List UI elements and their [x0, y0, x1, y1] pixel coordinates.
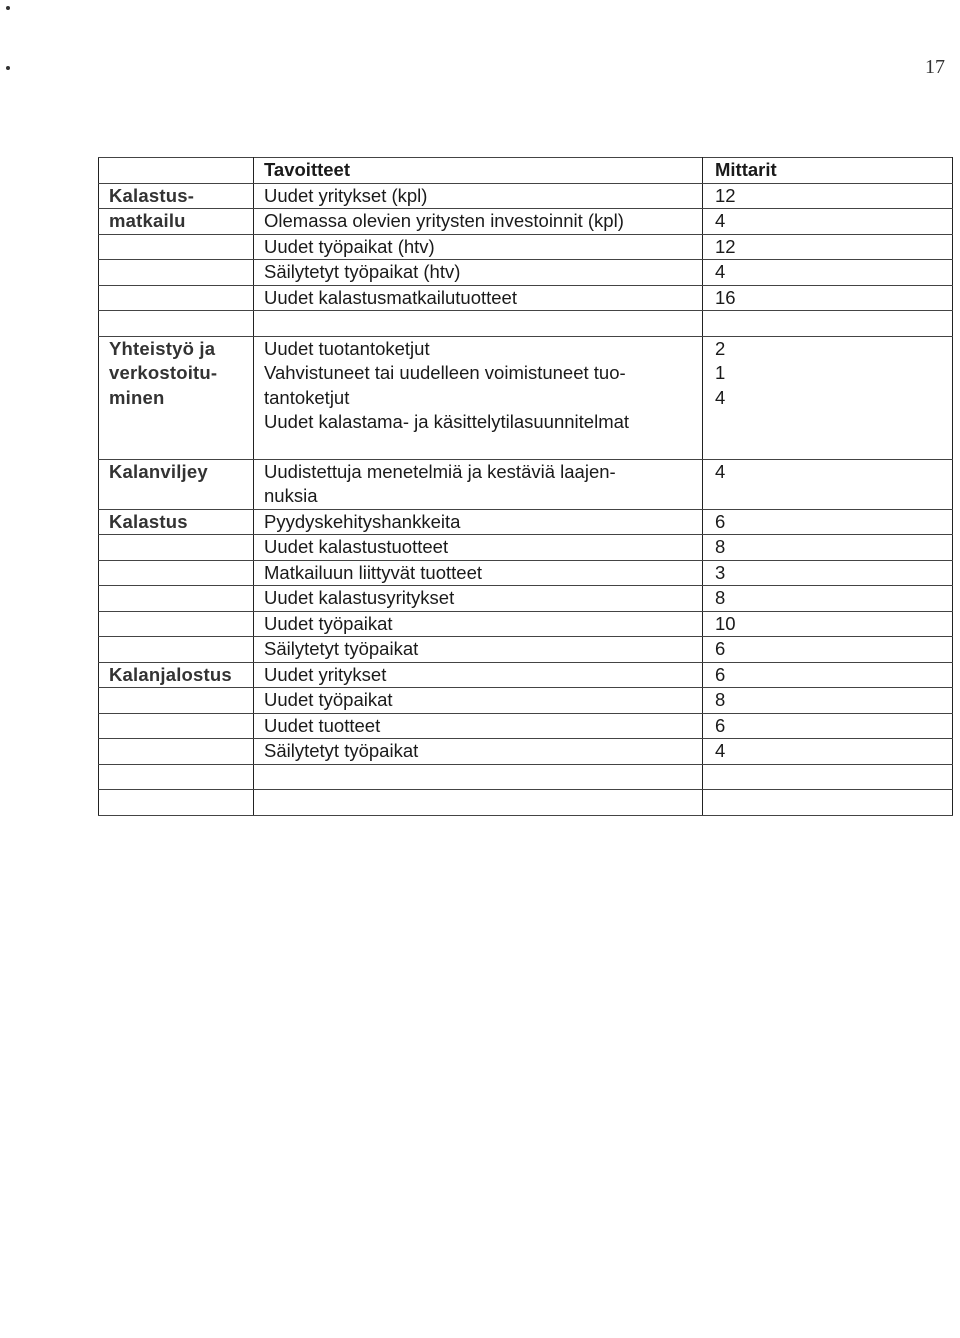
- metric-cell: 3: [703, 560, 953, 586]
- category-cell: [99, 713, 254, 739]
- metric-cell: 4: [703, 739, 953, 765]
- table-row: [99, 260, 953, 286]
- goal-cell: Uudet työpaikat (htv): [254, 234, 703, 260]
- metric-cell: 6: [703, 637, 953, 663]
- goals-table: [98, 157, 953, 816]
- goal-cell: Uudet kalastustuotteet: [254, 535, 703, 561]
- category-cell: Kalastus-: [99, 183, 254, 209]
- table-row: [99, 713, 953, 739]
- category-cell: [99, 688, 254, 714]
- goal-cell: Uudet yritykset: [254, 662, 703, 688]
- category-cell: [99, 637, 254, 663]
- table-row: [99, 336, 953, 459]
- table-row: [99, 509, 953, 535]
- goal-cell: Uudet tuotteet: [254, 713, 703, 739]
- metric-cell: 6: [703, 509, 953, 535]
- metric-cell: 4: [703, 209, 953, 235]
- category-cell: Kalanviljey: [99, 459, 254, 509]
- metric-cell: 8: [703, 688, 953, 714]
- goal-cell: Säilytetyt työpaikat (htv): [254, 260, 703, 286]
- metric-cell: 12: [703, 234, 953, 260]
- category-cell: matkailu: [99, 209, 254, 235]
- table-row-empty: [99, 311, 953, 337]
- goal-cell: Uudet kalastusyritykset: [254, 586, 703, 612]
- goal-cell: Matkailuun liittyvät tuotteet: [254, 560, 703, 586]
- table-header-row: [99, 158, 953, 184]
- table-row: [99, 637, 953, 663]
- goal-cell: Uudet kalastusmatkailutuotteet: [254, 285, 703, 311]
- header-goals: Tavoitteet: [254, 158, 703, 184]
- table-row-empty: [99, 764, 953, 790]
- goal-cell: Uudet yritykset (kpl): [254, 183, 703, 209]
- category-cell: [99, 739, 254, 765]
- goal-cell: Pyydyskehityshankkeita: [254, 509, 703, 535]
- scan-dot-left: [6, 66, 10, 70]
- goal-cell: Olemassa olevien yritysten investoinnit (kpl): [254, 209, 703, 235]
- table-row: [99, 535, 953, 561]
- category-cell: Kalastus: [99, 509, 254, 535]
- category-cell: Yhteistyö ja verkostoitu- minen: [99, 336, 254, 459]
- goal-cell: Säilytetyt työpaikat: [254, 637, 703, 663]
- table-row: [99, 739, 953, 765]
- table-row-empty: [99, 790, 953, 816]
- category-cell: [99, 535, 254, 561]
- metric-cell: 2 1 4: [703, 336, 953, 459]
- goal-cell: Uudet työpaikat: [254, 611, 703, 637]
- category-cell: [99, 285, 254, 311]
- metric-cell: 8: [703, 535, 953, 561]
- table-row: [99, 688, 953, 714]
- category-cell: [99, 260, 254, 286]
- goal-cell: Uudistettuja menetelmiä ja kestäviä laajen- nuksia: [254, 459, 703, 509]
- table-row: [99, 183, 953, 209]
- table-row: [99, 209, 953, 235]
- category-cell: [99, 611, 254, 637]
- goal-cell: Uudet tuotantoketjut Vahvistuneet tai uudelleen voimistuneet tuo- tantoketjut Uudet kalastama- ja käsittelytilasuunnitelmat: [254, 336, 703, 459]
- metric-cell: 4: [703, 459, 953, 509]
- header-category-cell: [99, 158, 254, 184]
- goal-cell: Uudet työpaikat: [254, 688, 703, 714]
- metric-cell: 4: [703, 260, 953, 286]
- table-row: [99, 586, 953, 612]
- category-cell: Kalanjalostus: [99, 662, 254, 688]
- table-row: [99, 459, 953, 509]
- table-row: [99, 611, 953, 637]
- metric-cell: 8: [703, 586, 953, 612]
- category-cell: [99, 234, 254, 260]
- table-row: [99, 285, 953, 311]
- metric-cell: 16: [703, 285, 953, 311]
- table-row: [99, 560, 953, 586]
- table-row: [99, 662, 953, 688]
- page-number: 17: [925, 56, 945, 78]
- metric-cell: 12: [703, 183, 953, 209]
- category-cell: [99, 560, 254, 586]
- metric-cell: 6: [703, 662, 953, 688]
- table-row: [99, 234, 953, 260]
- header-metrics: Mittarit: [703, 158, 953, 184]
- goal-cell: Säilytetyt työpaikat: [254, 739, 703, 765]
- scan-dot-top: [6, 6, 10, 10]
- metric-cell: 6: [703, 713, 953, 739]
- metric-cell: 10: [703, 611, 953, 637]
- category-cell: [99, 586, 254, 612]
